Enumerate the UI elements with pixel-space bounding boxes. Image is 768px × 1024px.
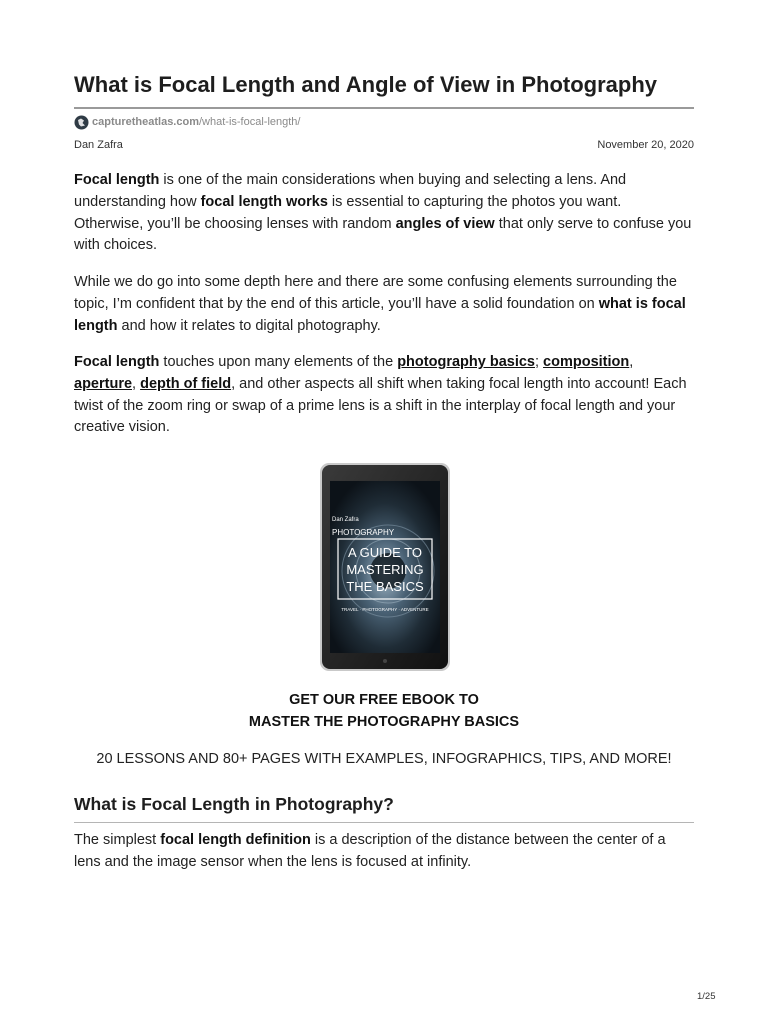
body-text: that only serve to confuse you with choices.: [74, 215, 692, 254]
body-text: is a description of the distance between the center of a lens and the image sensor when the lens is focused at infinity.: [74, 832, 666, 870]
emphasis-text: angles of view: [395, 215, 495, 232]
body-text: The simplest: [74, 832, 161, 848]
emphasis-text: what is focal length: [74, 295, 686, 334]
article-title: What is Focal Length and Angle of View in Photography: [74, 72, 658, 97]
emphasis-text: Focal length: [74, 354, 160, 370]
source-path: /what-is-focal-length/: [198, 116, 301, 128]
link-aperture[interactable]: aperture: [74, 375, 133, 392]
link-photography-basics[interactable]: photography basics: [397, 354, 535, 370]
link-composition[interactable]: composition: [543, 354, 630, 370]
link-depth-of-field[interactable]: depth of field: [140, 375, 232, 392]
definition-paragraph: [74, 830, 694, 874]
second-paragraph: [74, 272, 694, 337]
title-divider: [74, 107, 694, 109]
source-link[interactable]: [74, 113, 300, 131]
body-text: ,: [132, 375, 141, 392]
cta-line: GET OUR FREE EBOOK TO: [289, 692, 479, 708]
body-text: and how it relates to digital photography.: [117, 317, 381, 334]
cover-author: Dan Zafra: [332, 517, 359, 523]
body-text: is essential to capturing the photos you want. Otherwise, you’ll be choosing lenses with random: [74, 193, 622, 232]
cover-title-line: THE BASICS: [346, 579, 424, 594]
body-text: touches upon many elements of the: [159, 354, 398, 370]
ebook-lessons-text: 20 LESSONS AND 80+ PAGES WITH EXAMPLES, INFOGRAPHICS, TIPS, AND MORE!: [96, 751, 672, 767]
body-text: is one of the main considerations when buying and selecting a lens. And understanding how: [74, 172, 627, 210]
cover-kicker: PHOTOGRAPHY: [332, 528, 395, 537]
body-text: ;: [534, 354, 544, 370]
third-paragraph: [74, 352, 694, 439]
section-divider: [74, 822, 694, 823]
body-text: While we do go into some depth here and there are some confusing elements surrounding the topic, I’m confident that by the end of this article, you’ll have a solid foundation on: [74, 274, 677, 312]
ebook-cta[interactable]: [74, 689, 694, 733]
emphasis-text: focal length definition: [160, 832, 311, 848]
section-heading: What is Focal Length in Photography?: [74, 794, 394, 814]
cover-tagline: TRAVEL · PHOTOGRAPHY · ADVENTURE: [341, 607, 429, 612]
body-text: ,: [629, 354, 634, 370]
emphasis-text: Focal length: [74, 172, 160, 188]
emphasis-text: focal length works: [200, 193, 328, 210]
publish-date: November 20, 2020: [597, 139, 694, 151]
source-domain: capturetheatlas.com: [92, 116, 199, 128]
cover-title-line: MASTERING: [346, 562, 424, 577]
body-text: , and other aspects all shift when taking focal length into account! Each twist of the zoom ring or swap of a prime lens is a shift in the interplay of focal length and your creative vision.: [74, 375, 687, 436]
author-name: Dan Zafra: [74, 139, 123, 151]
page-number: 1/25: [697, 991, 716, 1002]
intro-paragraph: [74, 170, 694, 257]
cta-line: MASTER THE PHOTOGRAPHY BASICS: [248, 714, 520, 730]
globe-icon: [74, 115, 89, 130]
cover-title-line: A GUIDE TO: [348, 545, 422, 560]
ebook-tablet-image[interactable]: [316, 461, 452, 673]
